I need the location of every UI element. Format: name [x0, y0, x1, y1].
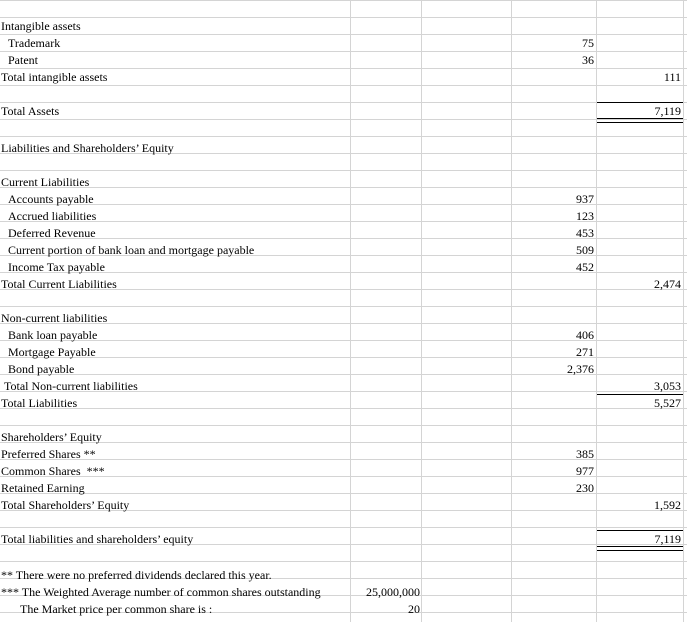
intangible-assets-heading: Intangible assets — [1, 19, 81, 33]
total-noncurrent-liabilities-label: Total Non-current liabilities — [4, 379, 138, 393]
bank-loan-payable-label: Bank loan payable — [8, 328, 98, 342]
income-tax-payable-value: 452 — [576, 260, 594, 274]
income-tax-payable-label: Income Tax payable — [8, 260, 105, 274]
sheet-row[interactable] — [0, 190, 687, 207]
noncurrent-liabilities-heading: Non-current liabilities — [1, 311, 108, 325]
total-liabilities-equity-label: Total liabilities and shareholders’ equity — [1, 532, 194, 546]
shareholders-equity-heading: Shareholders’ Equity — [1, 430, 102, 444]
bond-payable-value: 2,376 — [567, 362, 594, 376]
sheet-row[interactable] — [0, 600, 687, 617]
note-preferred-dividends: ** There were no preferred dividends declared this year. — [1, 568, 272, 582]
sheet-row[interactable] — [0, 479, 687, 496]
sheet-row[interactable] — [0, 241, 687, 258]
sheet-row[interactable] — [0, 326, 687, 343]
note-market-price-label: The Market price per common share is : — [20, 602, 213, 616]
sheet-row[interactable] — [0, 224, 687, 241]
current-liabilities-heading: Current Liabilities — [1, 175, 90, 189]
note-weighted-shares-value: 25,000,000 — [366, 585, 420, 599]
grid-row-line — [0, 136, 687, 137]
sheet-row[interactable] — [0, 17, 687, 34]
retained-earning-value: 230 — [576, 481, 594, 495]
grid-row-line — [0, 85, 687, 86]
total-equity-label: Total Shareholders’ Equity — [1, 498, 130, 512]
sheet-row[interactable] — [0, 343, 687, 360]
grid-row-line — [0, 561, 687, 562]
note-market-price-value: 20 — [408, 602, 420, 616]
deferred-revenue-label: Deferred Revenue — [8, 226, 96, 240]
liabilities-equity-heading: Liabilities and Shareholders’ Equity — [1, 141, 174, 155]
grid-row-line — [0, 306, 687, 307]
grid-row-line — [0, 0, 687, 1]
current-portion-loan-label: Current portion of bank loan and mortgage payable — [8, 243, 255, 257]
patent-label: Patent — [8, 53, 38, 67]
sheet-row[interactable] — [0, 68, 687, 85]
sheet-row[interactable] — [0, 258, 687, 275]
mortgage-payable-label: Mortgage Payable — [8, 345, 96, 359]
total-liabilities-equity-value: 7,119 — [654, 532, 681, 546]
total-assets-top-rule — [597, 102, 683, 103]
mortgage-payable-value: 271 — [576, 345, 594, 359]
grid-row-line — [0, 527, 687, 528]
sheet-row[interactable] — [0, 583, 687, 600]
preferred-shares-value: 385 — [576, 447, 594, 461]
sheet-row[interactable] — [0, 377, 687, 394]
total-intangible-label: Total intangible assets — [1, 70, 108, 84]
patent-value: 36 — [582, 53, 594, 67]
sheet-row[interactable] — [0, 275, 687, 292]
total-assets-value: 7,119 — [654, 104, 681, 118]
trademark-value: 75 — [582, 36, 594, 50]
total-noncurrent-liabilities-value: 3,053 — [654, 379, 681, 393]
total-le-top-rule — [597, 530, 683, 531]
grid-row-line — [0, 119, 687, 120]
total-liabilities-label: Total Liabilities — [1, 396, 78, 410]
sheet-row[interactable] — [0, 139, 687, 156]
accrued-liabilities-value: 123 — [576, 209, 594, 223]
current-portion-loan-value: 509 — [576, 243, 594, 257]
note-weighted-shares-label: *** The Weighted Average number of common shares outstanding — [1, 585, 321, 599]
deferred-revenue-value: 453 — [576, 226, 594, 240]
sheet-row[interactable] — [0, 102, 687, 119]
total-liabilities-value: 5,527 — [654, 396, 681, 410]
sheet-row[interactable] — [0, 394, 687, 411]
total-intangible-value: 111 — [663, 70, 681, 84]
total-liabilities-rule — [597, 394, 683, 395]
sheet-row[interactable] — [0, 566, 687, 583]
total-le-double-underline — [597, 546, 683, 551]
accounts-payable-label: Accounts payable — [8, 192, 94, 206]
sheet-row[interactable] — [0, 207, 687, 224]
total-assets-double-underline — [597, 118, 683, 123]
total-assets-label: Total Assets — [1, 104, 60, 118]
sheet-row[interactable] — [0, 496, 687, 513]
sheet-row[interactable] — [0, 462, 687, 479]
accounts-payable-value: 937 — [576, 192, 594, 206]
total-current-liabilities-label: Total Current Liabilities — [1, 277, 117, 291]
sheet-row[interactable] — [0, 173, 687, 190]
sheet-row[interactable] — [0, 428, 687, 445]
common-shares-value: 977 — [576, 464, 594, 478]
common-shares-label: Common Shares *** — [1, 464, 105, 478]
grid-row-line — [0, 170, 687, 171]
total-equity-value: 1,592 — [654, 498, 681, 512]
total-current-liabilities-value: 2,474 — [654, 277, 681, 291]
bond-payable-label: Bond payable — [8, 362, 75, 376]
grid-row-line — [0, 425, 687, 426]
sheet-row[interactable] — [0, 309, 687, 326]
sheet-row[interactable] — [0, 530, 687, 547]
retained-earning-label: Retained Earning — [1, 481, 85, 495]
trademark-label: Trademark — [8, 36, 61, 50]
bank-loan-payable-value: 406 — [576, 328, 594, 342]
sheet-row[interactable] — [0, 445, 687, 462]
preferred-shares-label: Preferred Shares ** — [1, 447, 96, 461]
accrued-liabilities-label: Accrued liabilities — [8, 209, 97, 223]
sheet-row[interactable] — [0, 34, 687, 51]
sheet-row[interactable] — [0, 51, 687, 68]
sheet-row[interactable] — [0, 360, 687, 377]
